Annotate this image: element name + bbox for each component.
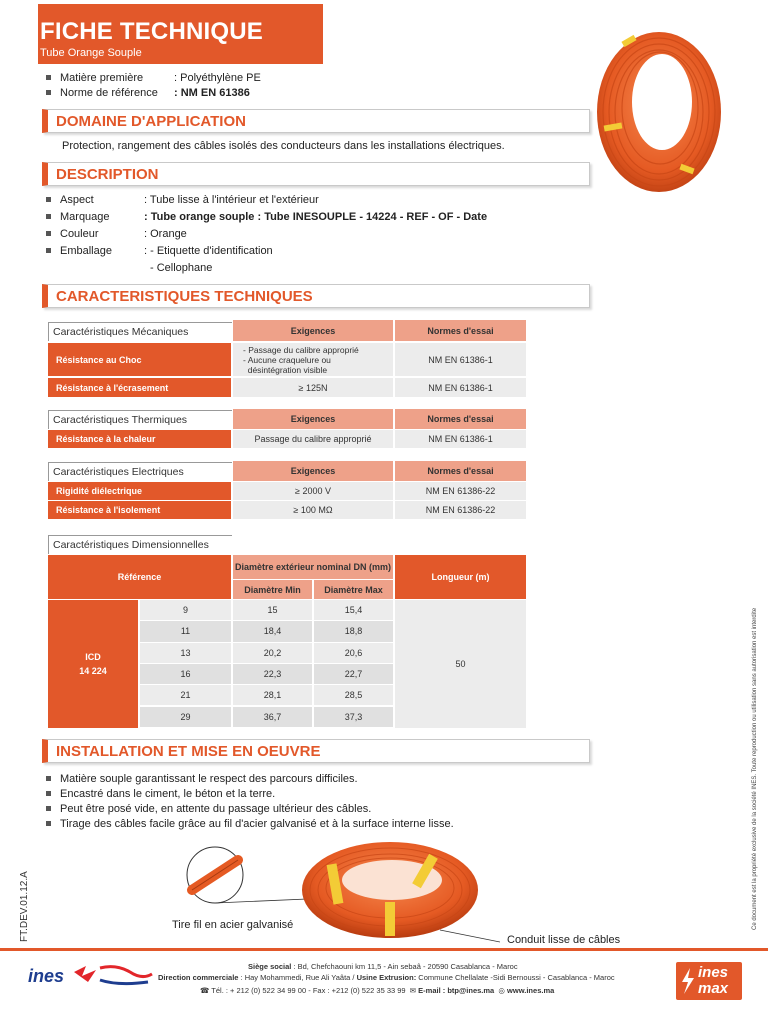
list-item-text: Matière souple garantissant le respect des parcours difficiles. — [60, 773, 358, 785]
section-domaine — [42, 109, 590, 133]
dn-value: 29 — [140, 707, 231, 727]
section-installation — [42, 739, 590, 763]
norm-resistance-isolement: NM EN 61386-22 — [395, 501, 526, 519]
material-line — [46, 72, 261, 84]
diametre-min-value: 20,2 — [233, 643, 312, 663]
list-item — [46, 788, 454, 803]
row-resistance-choc: Résistance au Choc — [48, 343, 231, 376]
bullet-icon — [46, 90, 51, 95]
bullet-icon — [46, 791, 51, 796]
header-exigences: Exigences — [233, 409, 393, 429]
req-resistance-isolement: ≥ 100 MΩ — [233, 501, 393, 519]
aspect-value: : Tube lisse à l'intérieur et l'extérieur — [144, 194, 319, 206]
footer-web[interactable]: www.ines.ma — [507, 986, 555, 995]
bullet-icon — [46, 231, 51, 236]
dn-value: 11 — [140, 621, 231, 641]
inesmax-logo-ines: ines — [698, 964, 729, 981]
req-resistance-chaleur: Passage du calibre approprié — [233, 430, 393, 448]
norm-resistance-choc: NM EN 61386-1 — [395, 343, 526, 376]
header-longueur: Longueur (m) — [395, 555, 526, 599]
list-item — [46, 803, 454, 818]
footer-tel: Tél. : + 212 (0) 522 34 99 00 - Fax : +212 (0) 522 35 33 99 — [211, 986, 406, 995]
bullet-icon — [46, 806, 51, 811]
list-item — [46, 773, 454, 788]
header-normes: Normes d'essai — [395, 409, 526, 429]
footer-divider — [0, 948, 768, 951]
inesmax-logo — [676, 962, 742, 1000]
header-dn: Diamètre extérieur nominal DN (mm) — [233, 555, 393, 579]
footer-direction — [158, 973, 615, 982]
lightning-icon — [680, 968, 696, 994]
section-domaine-title: DOMAINE D'APPLICATION — [56, 113, 246, 130]
longueur-value: 50 — [395, 600, 526, 728]
dn-value: 13 — [140, 643, 231, 663]
req-resistance-ecrasement: ≥ 125N — [233, 378, 393, 397]
copyright-note: Ce document est la propriété exclusive de la société INES. Toute reproduction ou utilisation sans autorisation est interdite — [752, 607, 758, 930]
row-resistance-chaleur: Résistance à la chaleur — [48, 430, 231, 448]
diametre-max-value: 18,8 — [314, 621, 393, 641]
siege-label: Siège social — [248, 962, 292, 971]
diametre-min-value: 28,1 — [233, 685, 312, 705]
header-exigences: Exigences — [233, 461, 393, 481]
usine-value: Commune Chellalate -Sidi Bernoussi - Casablanca - Maroc — [418, 973, 615, 982]
norm-resistance-ecrasement: NM EN 61386-1 — [395, 378, 526, 397]
list-item-text: Peut être posé vide, en attente du passage ultérieur des câbles. — [60, 803, 372, 815]
page-title: FICHE TECHNIQUE — [40, 18, 264, 45]
norm-rigidite-dielectrique: NM EN 61386-22 — [395, 482, 526, 500]
norm-value: : NM EN 61386 — [174, 87, 250, 99]
couleur-line — [46, 228, 187, 240]
bullet-icon — [46, 214, 51, 219]
direction-label: Direction commerciale — [158, 973, 239, 982]
direction-value: : Hay Mohammedi, Rue Ali Yaâta / — [240, 973, 355, 982]
usine-label: Usine Extrusion: — [356, 973, 417, 982]
phone-icon: ☎ — [200, 986, 210, 995]
header-normes: Normes d'essai — [395, 461, 526, 481]
footer-contact — [200, 986, 554, 995]
diametre-max-value: 28,5 — [314, 685, 393, 705]
section-caracteristiques-title: CARACTERISTIQUES TECHNIQUES — [56, 288, 313, 305]
ines-logo-left — [26, 960, 156, 990]
bullet-icon — [46, 776, 51, 781]
couleur-value: : Orange — [144, 228, 187, 240]
table-thermiques-caption: Caractéristiques Thermiques — [48, 410, 232, 429]
ines-logo-text: ines — [28, 966, 65, 986]
couleur-label: Couleur — [60, 228, 99, 240]
emballage-line — [46, 245, 273, 257]
dn-value: 9 — [140, 600, 231, 620]
caption-conduit: Conduit lisse de câbles — [507, 934, 621, 946]
diametre-min-value: 36,7 — [233, 707, 312, 727]
material-value: : Polyéthylène PE — [174, 72, 261, 84]
section-installation-title: INSTALLATION ET MISE EN OEUVRE — [56, 743, 321, 760]
bullet-icon — [46, 197, 51, 202]
tube-coil-image — [592, 28, 726, 196]
caption-tire-fil: Tire fil en acier galvanisé — [172, 919, 294, 931]
table-mecaniques-caption: Caractéristiques Mécaniques — [48, 322, 232, 341]
table-electriques-caption: Caractéristiques Electriques — [48, 462, 232, 481]
header-diametre-min: Diamètre Min — [233, 580, 312, 599]
aspect-line — [46, 194, 319, 206]
diametre-max-value: 15,4 — [314, 600, 393, 620]
norm-label: Norme de référence — [60, 87, 158, 99]
header-normes: Normes d'essai — [395, 320, 526, 341]
bullet-icon — [46, 821, 51, 826]
marquage-value: : Tube orange souple : Tube INESOUPLE - 14224 - REF - OF - Date — [144, 211, 488, 223]
diametre-max-value: 22,7 — [314, 664, 393, 684]
dn-value: 16 — [140, 664, 231, 684]
diametre-min-value: 15 — [233, 600, 312, 620]
table-dimensionnelles-caption: Caractéristiques Dimensionnelles — [48, 535, 232, 554]
header-exigences: Exigences — [233, 320, 393, 341]
installation-list — [46, 773, 454, 833]
installation-illustration — [180, 840, 500, 950]
section-caracteristiques — [42, 284, 590, 308]
diametre-min-value: 22,3 — [233, 664, 312, 684]
emballage-value-1: : - Etiquette d'identification — [144, 245, 273, 257]
norm-line — [46, 87, 250, 99]
emballage-label: Emballage — [60, 245, 112, 257]
material-label: Matière première — [60, 72, 144, 84]
list-item-text: Tirage des câbles facile grâce au fil d'acier galvanisé et à la surface interne lisse. — [60, 818, 454, 830]
siege-value: : Bd, Chefchaouni km 11,5 - Ain sebaâ - 20590 Casablanca - Maroc — [293, 962, 518, 971]
diametre-max-value: 20,6 — [314, 643, 393, 663]
header-reference: Référence — [48, 555, 231, 599]
globe-icon: ◎ — [498, 986, 505, 995]
norm-resistance-chaleur: NM EN 61386-1 — [395, 430, 526, 448]
marquage-line — [46, 211, 488, 223]
reference-name: ICD 14 224 — [48, 600, 138, 728]
emballage-value-2: - Cellophane — [150, 262, 213, 274]
header-diametre-max: Diamètre Max — [314, 580, 393, 599]
row-resistance-isolement: Résistance à l'isolement — [48, 501, 231, 519]
list-item — [46, 818, 454, 833]
aspect-label: Aspect — [60, 194, 94, 206]
marquage-label: Marquage — [60, 211, 110, 223]
diametre-max-value: 37,3 — [314, 707, 393, 727]
footer-siege — [248, 962, 518, 971]
dn-value: 21 — [140, 685, 231, 705]
row-resistance-ecrasement: Résistance à l'écrasement — [48, 378, 231, 397]
row-rigidite-dielectrique: Rigidité diélectrique — [48, 482, 231, 500]
domaine-text: Protection, rangement des câbles isolés des conducteurs dans les installations électriques. — [62, 140, 505, 152]
req-rigidite-dielectrique: ≥ 2000 V — [233, 482, 393, 500]
bullet-icon — [46, 248, 51, 253]
section-description — [42, 162, 590, 186]
mail-icon: ✉ — [409, 986, 417, 995]
bullet-icon — [46, 75, 51, 80]
diametre-min-value: 18,4 — [233, 621, 312, 641]
document-code: FT.DEV.01.12.A — [19, 871, 30, 942]
req-resistance-choc: - Passage du calibre approprié - Aucune craquelure ou désintégration visible — [233, 343, 393, 376]
footer-email[interactable]: E-mail : btp@ines.ma — [418, 986, 495, 995]
inesmax-logo-max: max — [698, 980, 729, 997]
page-subtitle: Tube Orange Souple — [40, 47, 142, 59]
section-description-title: DESCRIPTION — [56, 166, 159, 183]
list-item-text: Encastré dans le ciment, le béton et la terre. — [60, 788, 276, 800]
